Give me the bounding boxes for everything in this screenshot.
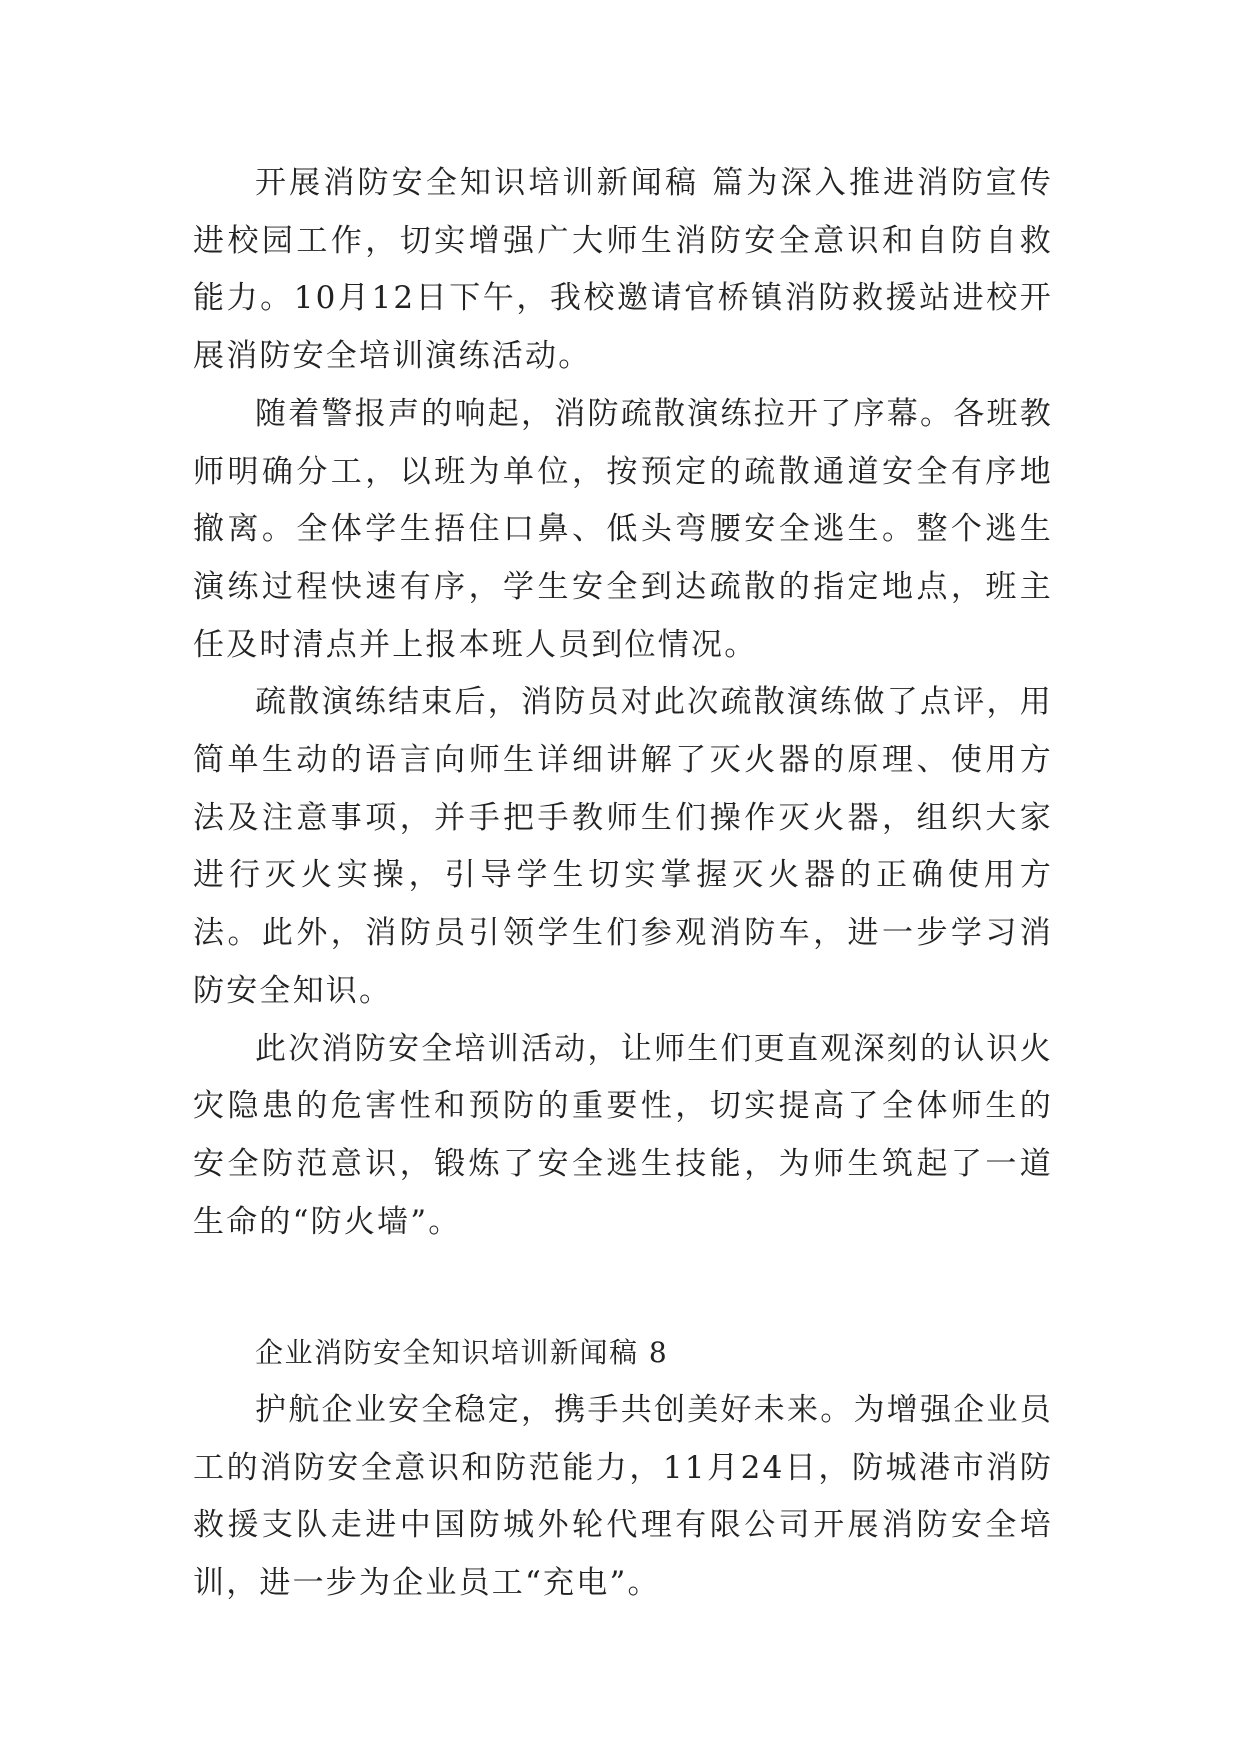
paragraph-evacuation-drill: 随着警报声的响起，消防疏散演练拉开了序幕。各班教师明确分工，以班为单位，按预定的疏散通道安全有序地撤离。全体学生捂住口鼻、低头弯腰安全逃生。整个逃生演练过程快速有序，学生安全到达疏散的指定地点，班主任及时清点并上报本班人员到位情况。 bbox=[193, 395, 1053, 663]
paragraph-intro: 开展消防安全知识培训新闻稿 篇为深入推进消防宣传进校园工作，切实增强广大师生消防安全意识和自防自救能力。10月12日下午，我校邀请官桥镇消防救援站进校开展消防安全培训演练活动。 bbox=[193, 165, 1053, 375]
paragraph-extinguisher-training: 疏散演练结束后，消防员对此次疏散演练做了点评，用简单生动的语言向师生详细讲解了灭火器的原理、使用方法及注意事项，并手把手教师生们操作灭火器，组织大家进行灭火实操，引导学生切实掌握灭火器的正确使用方法。此外，消防员引领学生们参观消防车，进一步学习消防安全知识。 bbox=[193, 684, 1053, 1009]
paragraph-enterprise-training: 护航企业安全稳定，携手共创美好未来。为增强企业员工的消防安全意识和防范能力，11月24日，防城港市消防救援支队走进中国防城外轮代理有限公司开展消防安全培训，进一步为企业员工“充电”。 bbox=[193, 1392, 1053, 1602]
section-heading: 企业消防安全知识培训新闻稿 8 bbox=[255, 1336, 669, 1370]
paragraph-conclusion: 此次消防安全培训活动，让师生们更直观深刻的认识火灾隐患的危害性和预防的重要性，切实提高了全体师生的安全防范意识，锻炼了安全逃生技能，为师生筑起了一道生命的“防火墙”。 bbox=[193, 1030, 1053, 1240]
document-page bbox=[193, 155, 1053, 1613]
